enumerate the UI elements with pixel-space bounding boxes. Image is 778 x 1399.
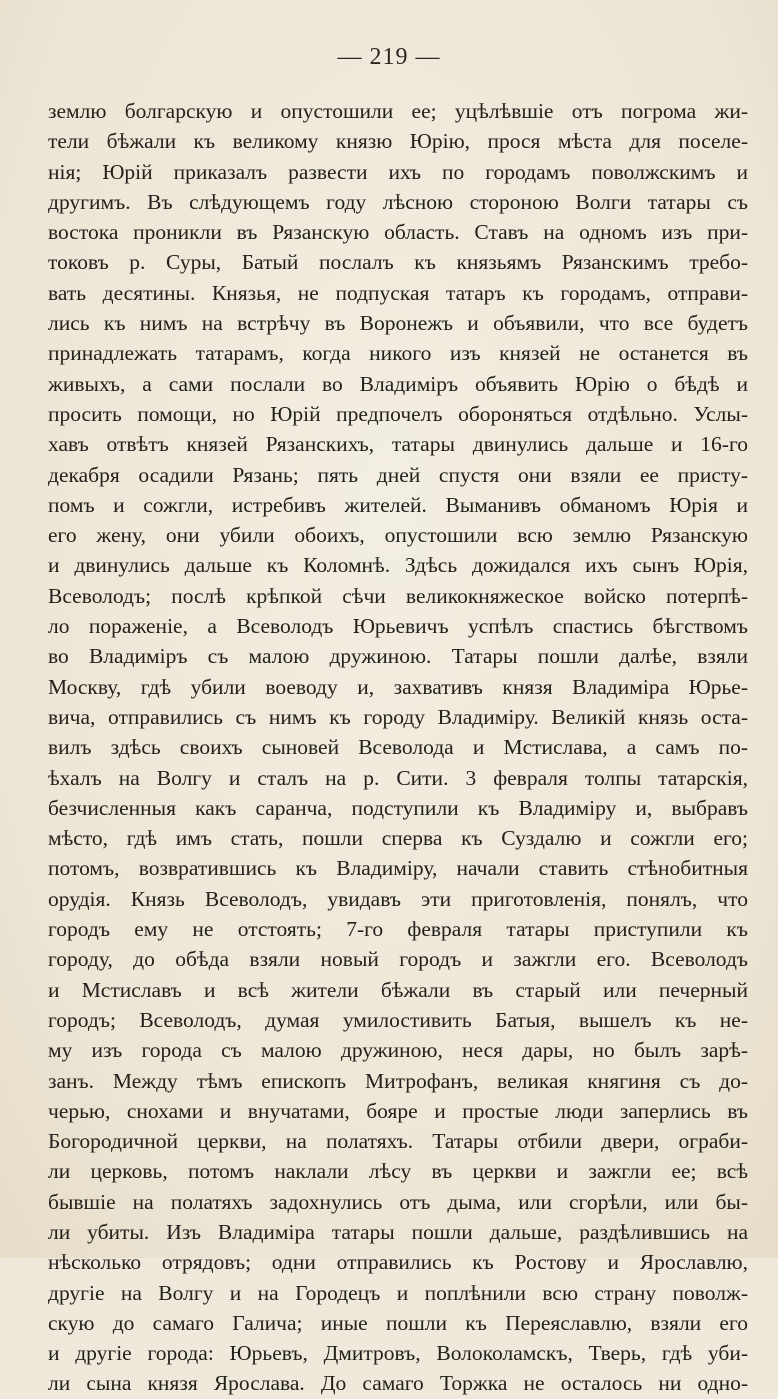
text-line: декабря осадили Рязань; пять дней спустя они взяли ее присту-	[48, 462, 748, 487]
text-line: занъ. Между тѣмъ епископъ Митрофанъ, великая княгиня съ до-	[48, 1068, 748, 1093]
text-line: потомъ, возвратившись къ Владиміру, начали ставить стѣнобитныя	[48, 856, 748, 881]
text-line: помъ и сожгли, истребивъ жителей. Выманивъ обманомъ Юрія и	[48, 492, 748, 517]
text-line: Москву, гдѣ убили воеводу и, захвативъ князя Владиміра Юрье-	[48, 674, 748, 699]
text-line: тели бѣжали къ великому князю Юрію, прося мѣста для поселе-	[48, 129, 748, 154]
text-line: другіе на Волгу и на Городецъ и поплѣнили всю страну поволж-	[48, 1280, 748, 1305]
text-line: безчисленныя какъ саранча, подступили къ Владиміру и, выбравъ	[48, 795, 748, 820]
text-line: му изъ города съ малою дружиною, неся дары, но былъ зарѣ-	[48, 1038, 748, 1063]
text-line: ли сына князя Ярослава. До самаго Торжка не осталось ни одно-	[48, 1371, 748, 1396]
text-line: ѣхалъ на Волгу и сталъ на р. Сити. 3 февраля толпы татарскія,	[48, 765, 748, 790]
text-line: во Владиміръ съ малою дружиною. Татары пошли далѣе, взяли	[48, 644, 748, 669]
text-line: лись къ нимъ на встрѣчу въ Воронежъ и объявили, что все будетъ	[48, 311, 748, 336]
text-line: городъ; Всеволодъ, думая умилостивить Батыя, вышелъ къ не-	[48, 1007, 748, 1032]
text-line: вать десятины. Князья, не подпуская татаръ къ городамъ, отправи-	[48, 280, 748, 305]
text-line: вича, отправились съ нимъ къ городу Владиміру. Великій князь оста-	[48, 704, 748, 729]
text-line: мѣсто, гдѣ имъ стать, пошли сперва къ Суздалю и сожгли его;	[48, 826, 748, 851]
text-line: его жену, они убили обоихъ, опустошили всю землю Рязанскую	[48, 523, 748, 548]
text-line: токовъ р. Суры, Батый послалъ къ князьямъ Рязанскимъ требо-	[48, 250, 748, 275]
text-line: ли убиты. Изъ Владиміра татары пошли дальше, раздѣлившись на	[48, 1219, 748, 1244]
text-line: Богородичной церкви, на полатяхъ. Татары отбили двери, ограби-	[48, 1129, 748, 1154]
text-line: орудія. Князь Всеволодъ, увидавъ эти приготовленія, понялъ, что	[48, 886, 748, 911]
text-line: и другіе города: Юрьевъ, Дмитровъ, Волоколамскъ, Тверь, гдѣ уби-	[48, 1341, 748, 1366]
text-line: ло пораженіе, а Всеволодъ Юрьевичъ успѣлъ спастись бѣгствомъ	[48, 614, 748, 639]
text-line: Всеволодъ; послѣ крѣпкой сѣчи великокняжеское войско потерпѣ-	[48, 583, 748, 608]
text-line: черью, снохами и внучатами, бояре и простые люди заперлись въ	[48, 1098, 748, 1123]
page-number: — 219 —	[337, 44, 441, 70]
text-line: живыхъ, а сами послали во Владиміръ объявить Юрію о бѣдѣ и	[48, 371, 748, 396]
text-line: нѣсколько отрядовъ; одни отправились къ Ростову и Ярославлю,	[48, 1250, 748, 1275]
text-line: другимъ. Въ слѣдующемъ году лѣсною стороною Волги татары съ	[48, 189, 748, 214]
text-line: скую до самаго Галича; иные пошли къ Переяславлю, взяли его	[48, 1310, 748, 1335]
text-line: городъ ему не отстоять; 7-го февраля татары приступили къ	[48, 917, 748, 942]
text-line: городу, до обѣда взяли новый городъ и зажгли его. Всеволодъ	[48, 947, 748, 972]
body-text	[48, 96, 748, 1399]
text-line: хавъ отвѣтъ князей Рязанскихъ, татары двинулись дальше и 16-го	[48, 432, 748, 457]
text-line: ли церковь, потомъ наклали лѣсу въ церкви и зажгли ее; всѣ	[48, 1159, 748, 1184]
text-line: востока проникли въ Рязанскую область. Ставъ на одномъ изъ при-	[48, 220, 748, 245]
text-line: бывшіе на полатяхъ задохнулись отъ дыма, или сгорѣли, или бы-	[48, 1189, 748, 1214]
text-line: и Мстиславъ и всѣ жители бѣжали въ старый или печерный	[48, 977, 748, 1002]
text-line: принадлежать татарамъ, когда никого изъ князей не останется въ	[48, 341, 748, 366]
text-line: землю болгарскую и опустошили ее; уцѣлѣвшіе отъ погрома жи-	[48, 99, 748, 123]
text-line: просить помощи, но Юрій предпочелъ обороняться отдѣльно. Услы-	[48, 401, 748, 426]
text-line: нія; Юрій приказалъ развести ихъ по городамъ поволжскимъ и	[48, 159, 748, 184]
text-line: и двинулись дальше къ Коломнѣ. Здѣсь дожидался ихъ сынъ Юрія,	[48, 553, 748, 578]
text-line: вилъ здѣсь своихъ сыновей Всеволода и Мстислава, а самъ по-	[48, 735, 748, 760]
